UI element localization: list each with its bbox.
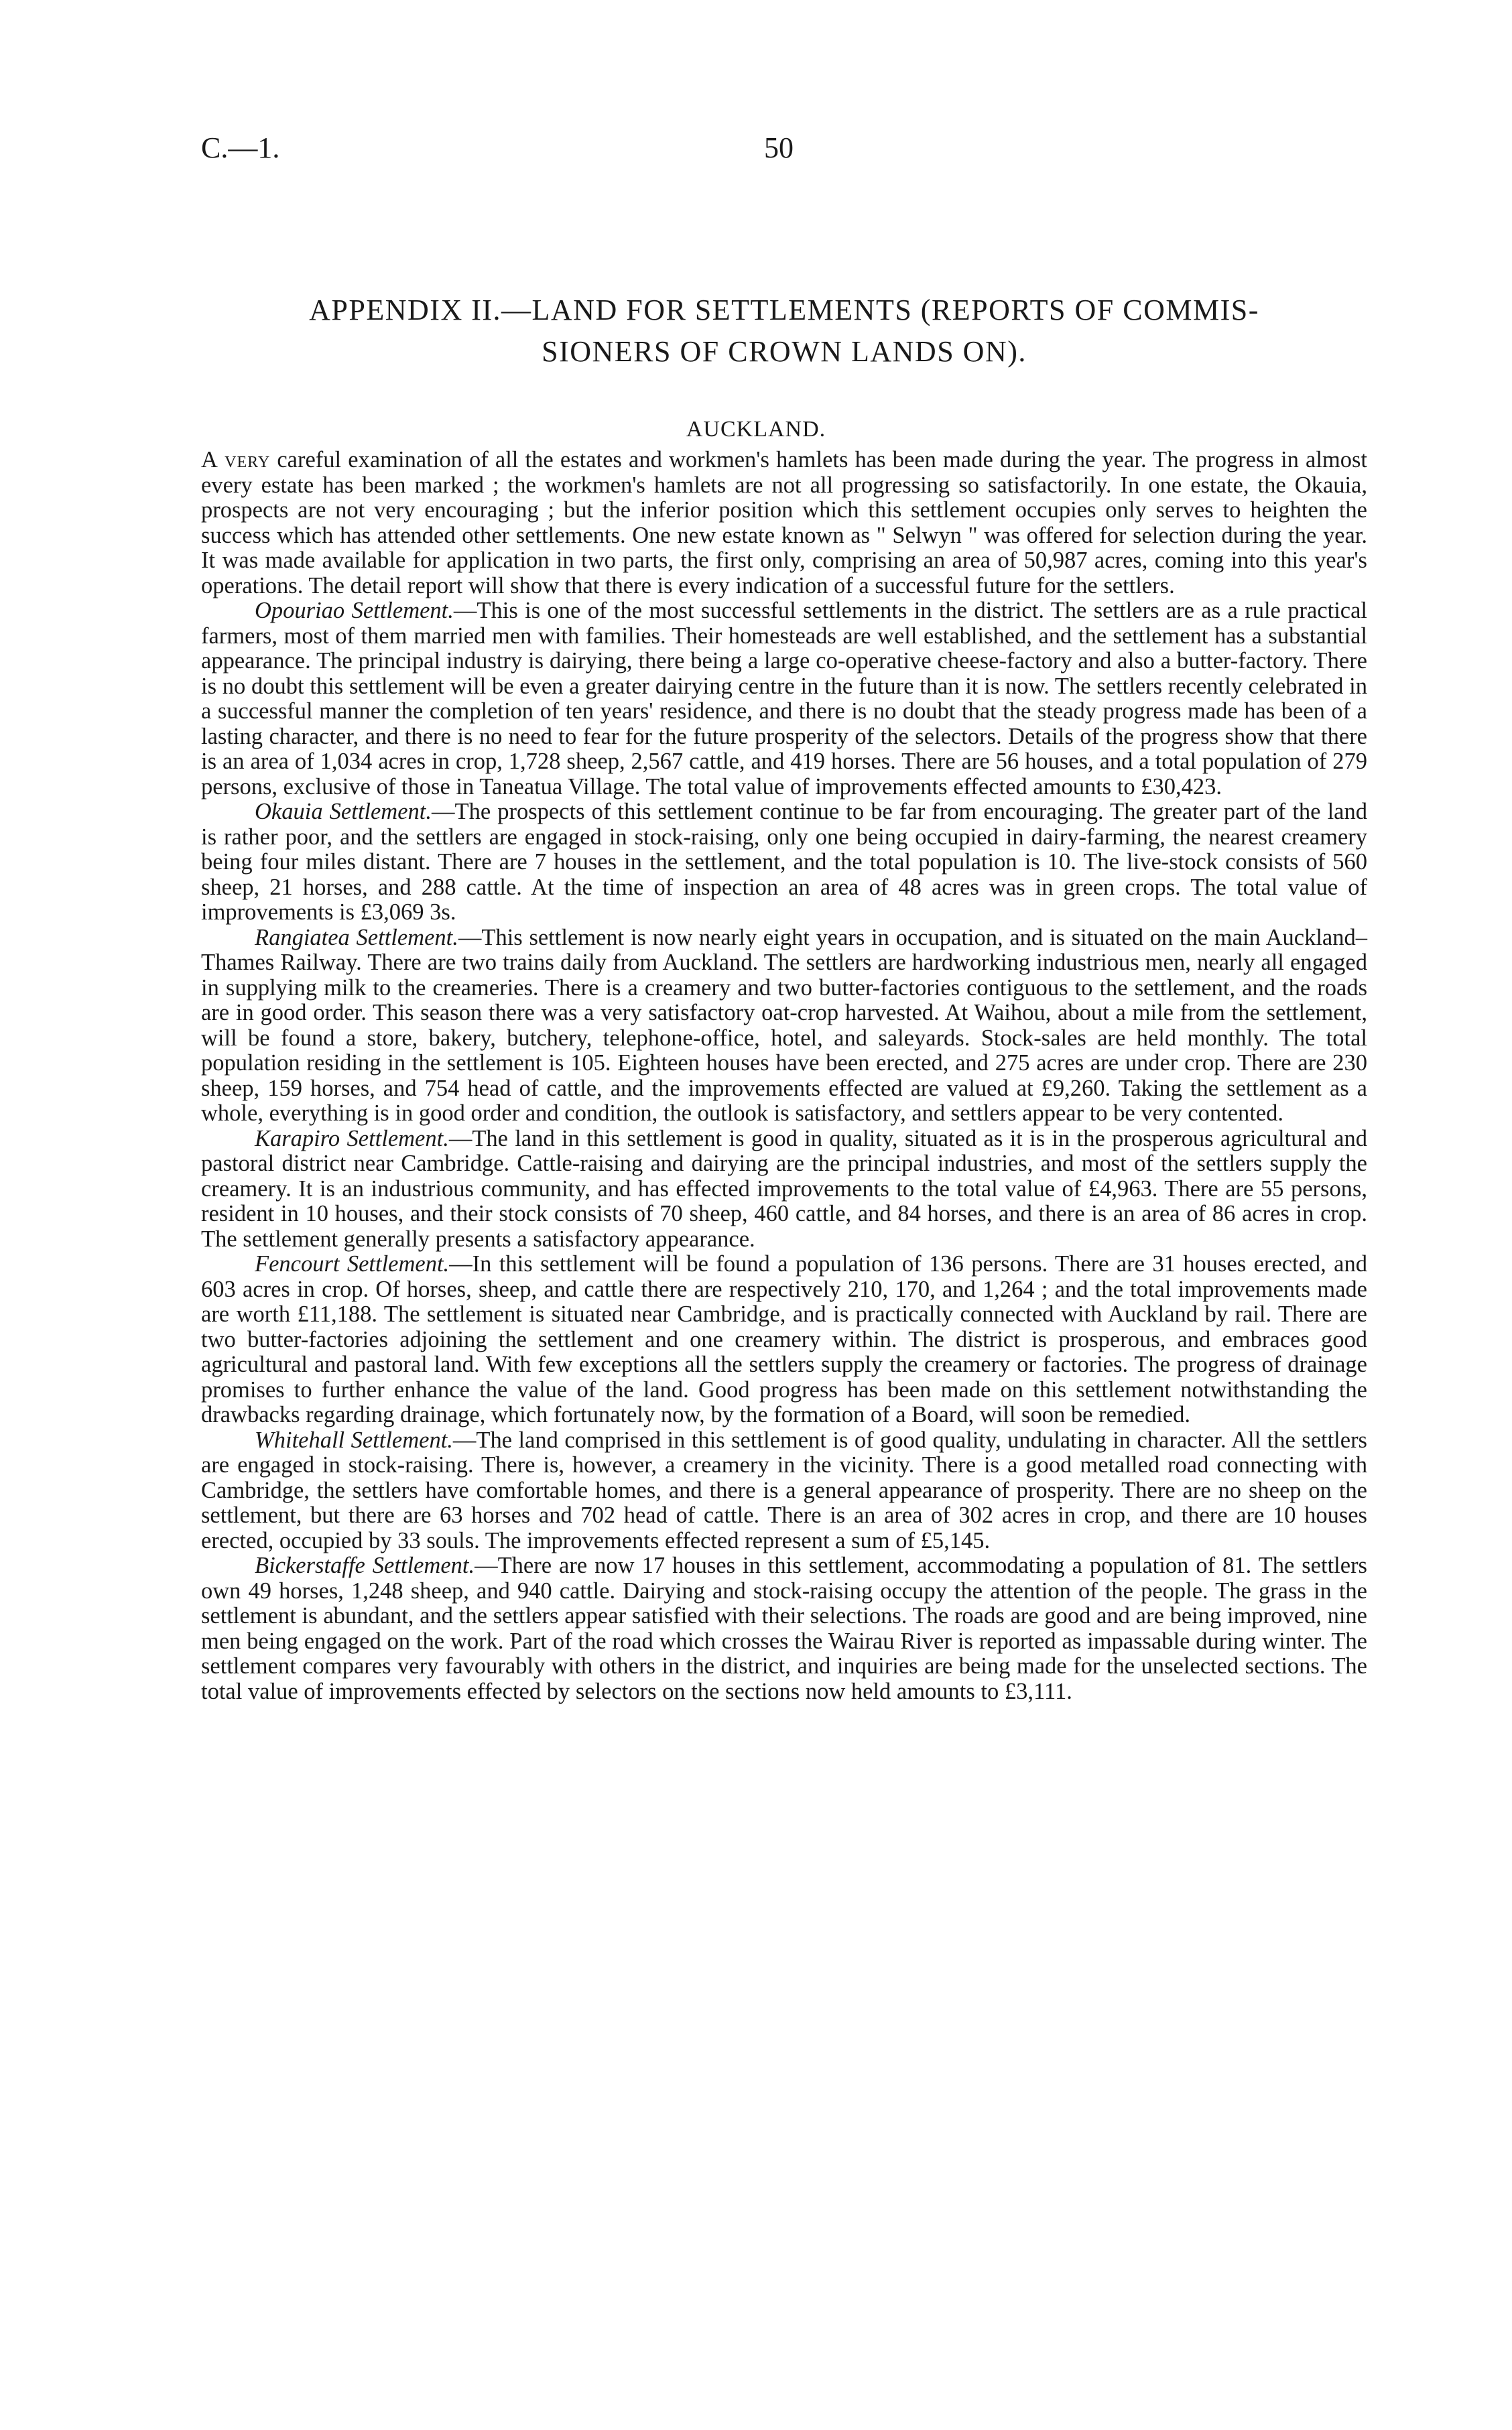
settlement-paragraph-whitehall [201,1428,1367,1554]
settlement-paragraph-rangiatea [201,925,1367,1127]
intro-lead-words: A very [201,447,271,472]
settlement-paragraph-fencourt [201,1252,1367,1428]
settlement-name: Fencourt Settlement. [255,1251,450,1277]
report-body [201,448,1367,1704]
document-reference: C.—1. [201,131,280,164]
settlement-text: —The prospects of this settlement continue to be far from encouraging. The greater part of the land is rather poor, and the settlers are engaged in stock-raising, only one being occupied in dairy-farming, the nearest creamery being four miles distant. There are 7 houses in the settlement, and the total population is 10. The live-stock consists of 560 sheep, 21 horses, and 288 cattle. At the time of inspection an area of 48 acres was in green crops. The total value of improvements is £3,069 3s. [201,799,1367,925]
appendix-title-line-1: APPENDIX II.—LAND FOR SETTLEMENTS (REPORTS OF COMMIS- [309,294,1259,326]
settlement-text: —The land in this settlement is good in quality, situated as it is in the prosperous agricultural and pastoral district near Cambridge. Cattle-raising and dairying are the principal industries, and most of the settlers supply the creamery. It is an industrious community, and has effected improvements to the total value of £4,963. There are 55 persons, resident in 10 houses, and their stock consists of 70 sheep, 460 cattle, and 84 horses, and there is an area of 86 acres in crop. The settlement generally presents a satisfactory appearance. [201,1125,1367,1252]
settlement-paragraph-okauia [201,800,1367,925]
settlement-text: —This settlement is now nearly eight years in occupation, and is situated on the main Auckland–Thames Railway. There are two trains daily from Auckland. The settlers are hardworking industrious men, nearly all engaged in supplying milk to the creameries. There is a creamery and two butter-factories contiguous to the settlement, and the roads are in good order. This season there was a very satisfactory oat-crop harvested. At Waihou, about a mile from the settlement, will be found a store, bakery, butchery, telephone-office, hotel, and saleyards. Stock-sales are held monthly. The total population residing in the settlement is 105. Eighteen houses have been erected, and 275 acres are under crop. There are 230 sheep, 159 horses, and 754 head of cattle, and the improvements effected are valued at £9,260. Taking the settlement as a whole, everything is in good order and condition, the outlook is satisfactory, and settlers appear to be very contented. [201,924,1367,1126]
page-header [201,131,1361,178]
page-number: 50 [764,131,794,164]
settlement-paragraph-opouriao [201,598,1367,800]
appendix-title [168,290,1401,373]
intro-text: careful examination of all the estates and workmen's hamlets has been made during the year. The progress in almost every estate has been marked ; the workmen's hamlets are not all progressing so satisfactorily. In one estate, the Okauia, prospects are not very encouraging ; but the inferior position which this settlement occupies only serves to heighten the success which has attended other settlements. One new estate known as " Selwyn " was offered for selection during the year. It was made available for application in two parts, the first only, comprising an area of 50,987 acres, coming into this year's operations. The detail report will show that there is every indication of a successful future for the settlers. [201,447,1367,598]
settlement-name: Rangiatea Settlement. [255,924,458,950]
settlement-text: —There are now 17 houses in this settlement, accommodating a population of 81. The settlers own 49 horses, 1,248 sheep, and 940 cattle. Dairying and stock-raising occupy the attention of the people. The grass in the settlement is abundant, and the settlers appear satisfied with their selections. The roads are good and are being improved, nine men being engaged on the work. Part of the road which crosses the Wairau River is reported as impassable during winter. The settlement compares very favourably with others in the district, and inquiries are being made for the unselected sections. The total value of improvements effected by selectors on the sections now held amounts to £3,111. [201,1553,1367,1704]
settlement-name: Whitehall Settlement. [255,1427,453,1453]
settlement-name: Bickerstaffe Settlement. [255,1553,475,1578]
settlement-name: Opouriao Settlement. [255,598,454,623]
settlement-text: —In this settlement will be found a population of 136 persons. There are 31 houses erected, and 603 acres in crop. Of horses, sheep, and cattle there are respectively 210, 170, and 1,264 ; and the total improvements made are worth £11,188. The settlement is situated near Cambridge, and is practically connected with Auckland by rail. There are two butter-factories adjoining the settlement and one creamery within. The district is prosperous, and embraces good agricultural and pastoral land. With few exceptions all the settlers supply the creamery or factories. The progress of drainage promises to further enhance the value of the land. Good progress has been made on this settlement notwithstanding the drawbacks regarding drainage, which fortunately now, by the formation of a Board, will soon be remedied. [201,1251,1367,1427]
region-heading: AUCKLAND. [686,417,826,442]
settlement-paragraph-bickerstaffe [201,1553,1367,1704]
settlement-name: Okauia Settlement. [255,799,432,824]
settlement-name: Karapiro Settlement. [255,1125,449,1151]
settlement-text: —The land comprised in this settlement is of good quality, undulating in character. All the settlers are engaged in stock-raising. There is, however, a creamery in the vicinity. There is a good metalled road connecting with Cambridge, the settlers have comfortable homes, and there is a general appearance of prosperity. There are no sheep on the settlement, but there are 63 horses and 702 head of cattle. There is an area of 302 acres in crop, and there are 10 houses erected, occupied by 33 souls. The improvements effected represent a sum of £5,145. [201,1427,1367,1553]
intro-paragraph [201,448,1367,598]
settlement-text: —This is one of the most successful settlements in the district. The settlers are as a rule practical farmers, most of them married men with families. Their homesteads are well established, and the settlement has a substantial appearance. The principal industry is dairying, there being a large co-operative cheese-factory and also a butter-factory. There is no doubt this settlement will be even a greater dairying centre in the future than it is now. The settlers recently celebrated in a successful manner the completion of ten years' residence, and there is no doubt that the steady progress made has been of a lasting character, and there is no need to fear for the future prosperity of the selectors. Details of the progress show that there is an area of 1,034 acres in crop, 1,728 sheep, 2,567 cattle, and 419 horses. There are 56 houses, and a total population of 279 persons, exclusive of those in Taneatua Village. The total value of improvements effected amounts to £30,423. [201,598,1368,800]
appendix-title-line-2: SIONERS OF CROWN LANDS ON). [542,335,1027,368]
settlement-paragraph-karapiro [201,1127,1367,1253]
